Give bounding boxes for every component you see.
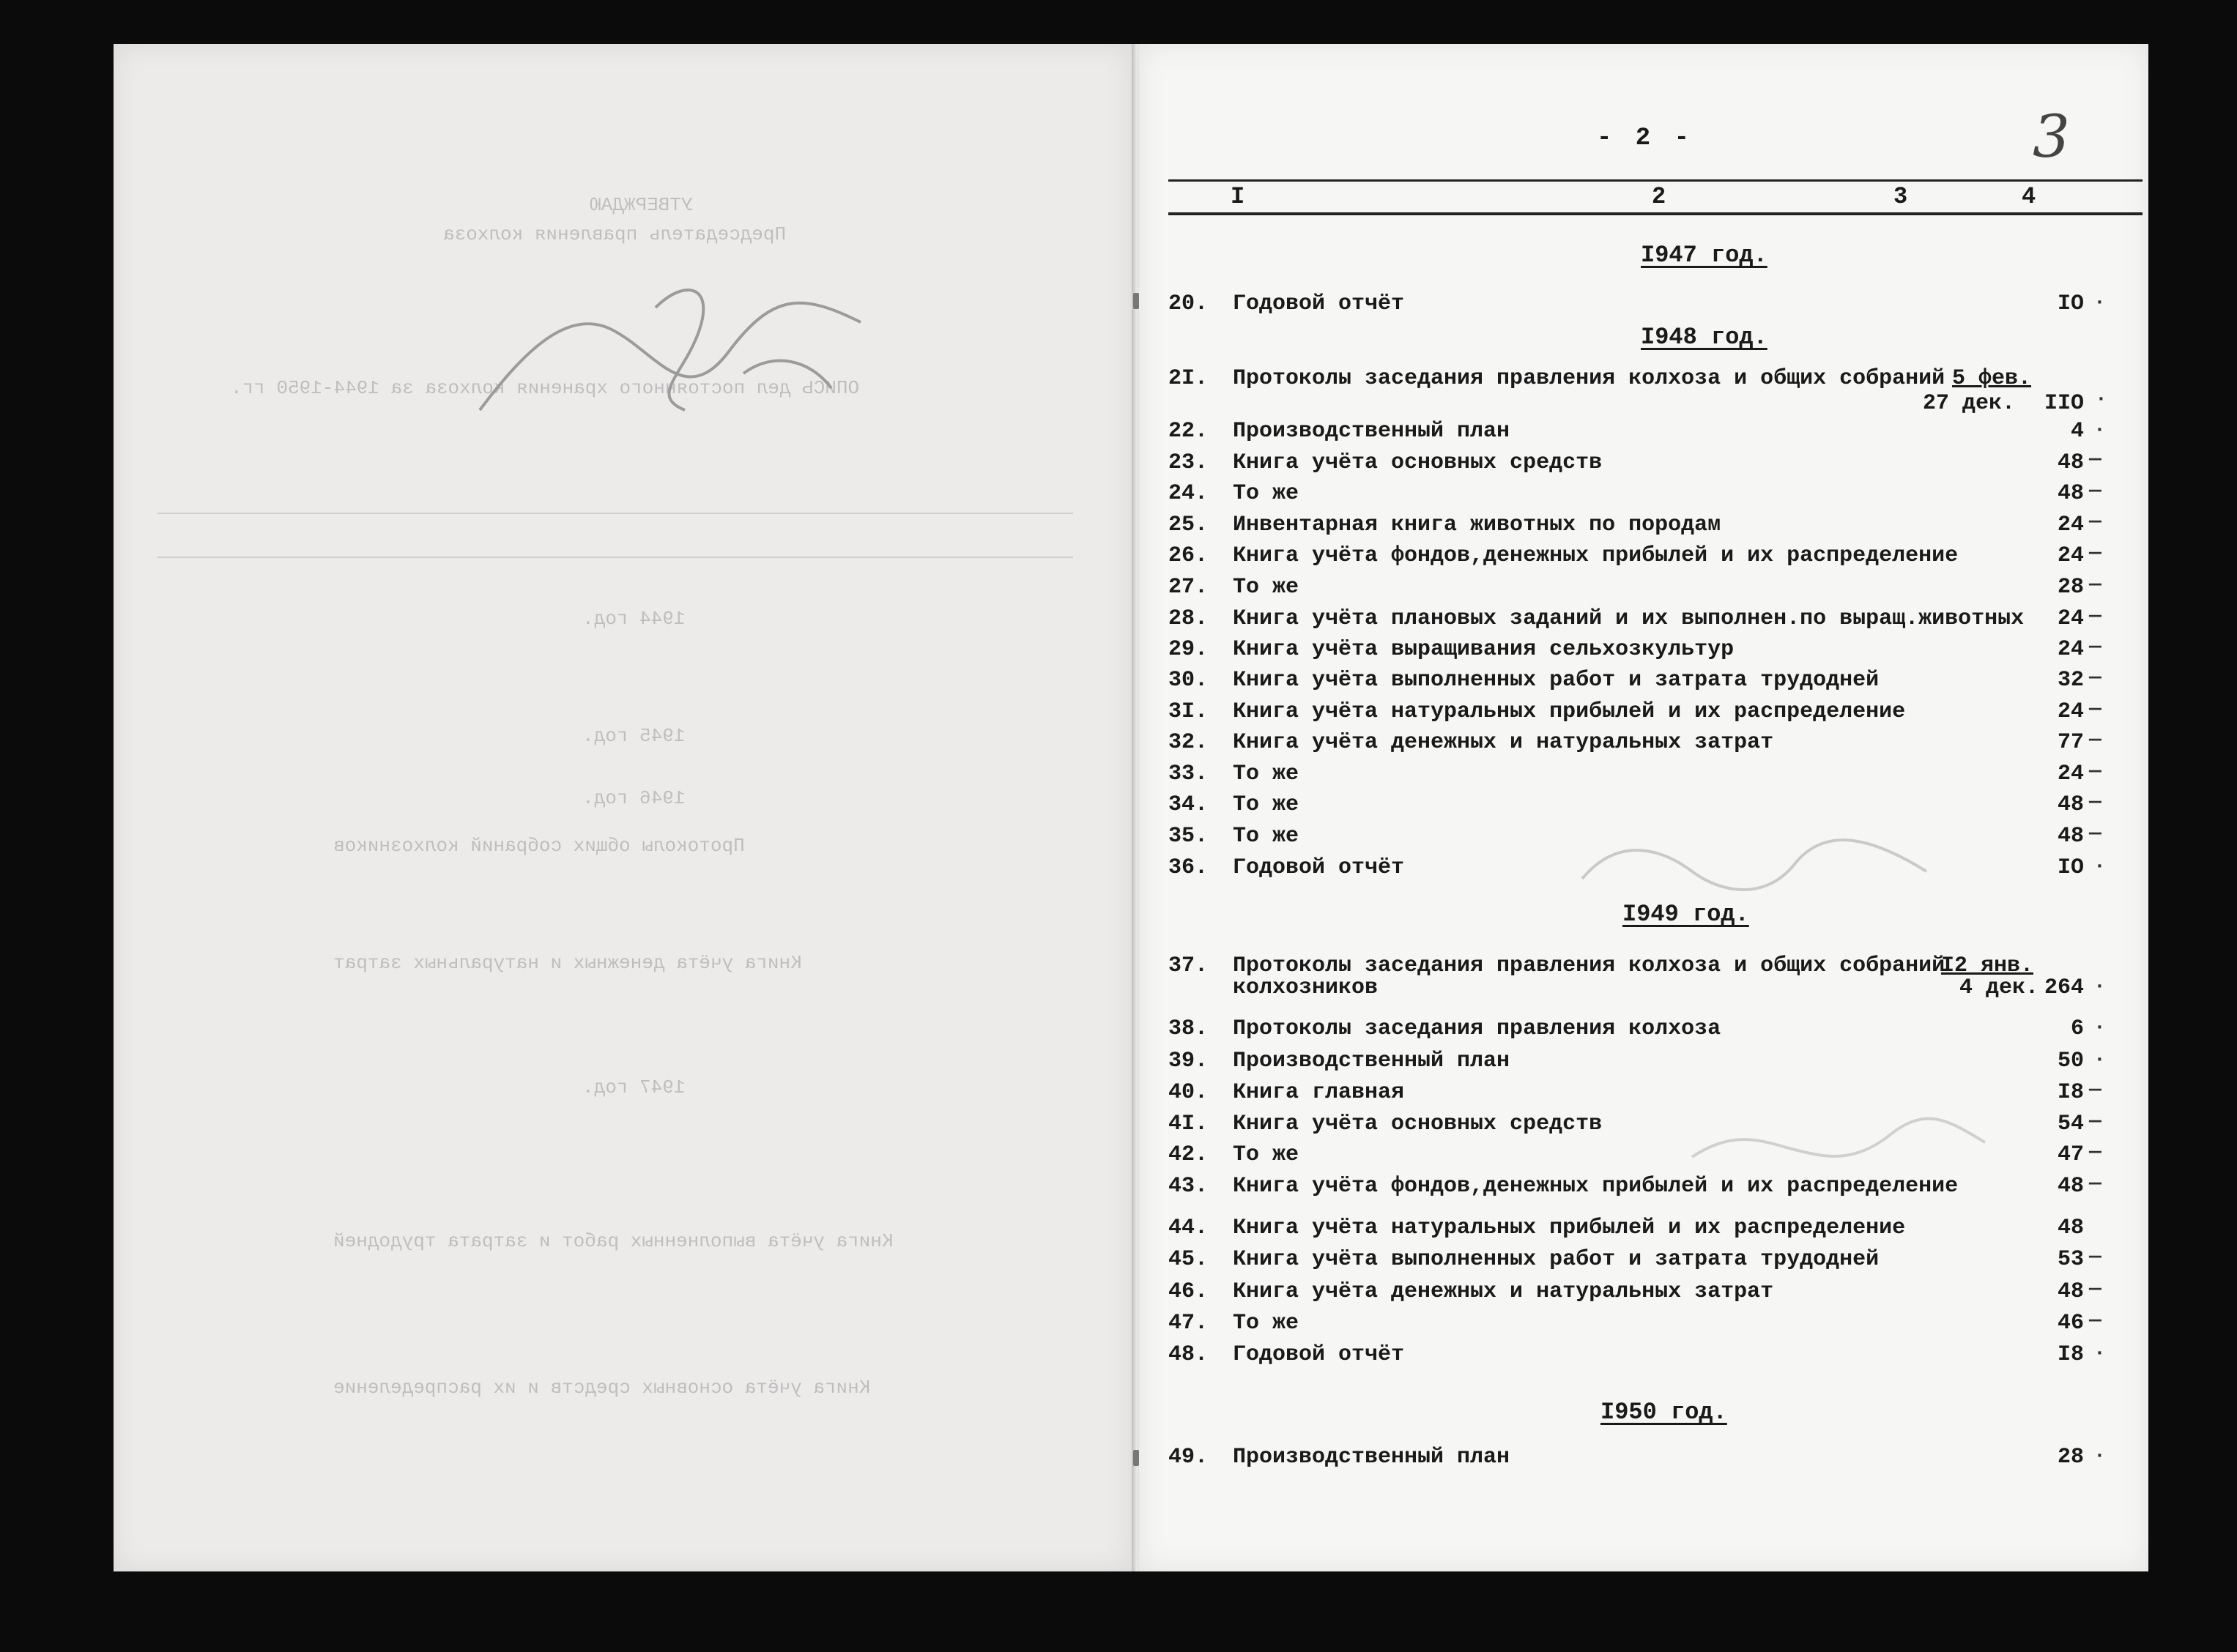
bleedthrough-text: Протоколы общих собраний колхозников	[333, 835, 745, 857]
bleedthrough-text: Председатель правления колхоза	[443, 223, 787, 245]
table-header-rule	[1168, 212, 2143, 215]
tick-mark-icon: —	[2089, 1309, 2101, 1332]
table-row: 37. Протоколы заседания правления колхоза и общих собраний колхозников I2 янв. 4 дек. 264	[1168, 953, 2084, 1000]
table-top-rule	[1168, 179, 2143, 182]
tick-mark-icon: —	[2089, 510, 2101, 533]
staple	[1133, 1450, 1139, 1466]
year-heading-1947: I947 год.	[1641, 242, 1767, 269]
tick-mark-icon: ·	[2093, 1445, 2106, 1467]
tick-mark-icon: ·	[2093, 1016, 2106, 1039]
handwritten-scribble-bleedthrough	[1685, 1106, 1992, 1179]
bleedthrough-text: 1944 год.	[582, 608, 686, 630]
sheet-number-handwritten: 3	[2033, 103, 2070, 171]
bleedthrough-text: Книга учёта основных средств и их распределение	[333, 1377, 871, 1399]
year-heading-1949: I949 год.	[1622, 901, 1749, 928]
bleedthrough-text: 1945 год.	[582, 725, 686, 747]
tick-mark-icon: ·	[2093, 419, 2106, 442]
date-end: 27 дек.	[1923, 391, 2016, 416]
bleedthrough-rule	[157, 513, 1073, 514]
bleedthrough-text: Книга учёта денежных и натуральных затрат	[333, 952, 802, 974]
tick-mark-icon: —	[2089, 729, 2101, 751]
tick-mark-icon: —	[2089, 1079, 2101, 1101]
tick-mark-icon: ·	[2093, 291, 2106, 314]
tick-mark-icon: —	[2089, 636, 2101, 658]
tick-mark-icon: ·	[2095, 388, 2107, 411]
bleedthrough-text: 1946 год.	[582, 787, 686, 809]
tick-mark-icon: —	[2089, 1110, 2101, 1133]
year-heading-1950: I950 год.	[1600, 1399, 1727, 1426]
table-row: 2I. Протоколы заседания правления колхоза и общих собраний 5 фев. 27 дек. IIO	[1168, 366, 2084, 416]
tick-mark-icon: —	[2089, 605, 2101, 628]
column-header-2: 2	[1652, 183, 1666, 210]
date-start: 5 фев.	[1952, 366, 2032, 391]
date-end: 4 дек.	[1959, 975, 2039, 1000]
tick-mark-icon: —	[2089, 822, 2101, 845]
tick-mark-icon: —	[2089, 480, 2101, 502]
column-header-4: 4	[2022, 183, 2036, 210]
bleedthrough-text: УТВЕРЖДАЮ	[590, 194, 693, 216]
tick-mark-icon: —	[2089, 666, 2101, 689]
tick-mark-icon: —	[2089, 1246, 2101, 1268]
tick-mark-icon: —	[2089, 760, 2101, 783]
column-header-1: I	[1231, 183, 1245, 210]
bleedthrough-text: Книга учёта выполненных работ и затрата трудодней	[333, 1230, 894, 1252]
date-start: I2 янв.	[1941, 953, 2034, 978]
tick-mark-icon: —	[2089, 542, 2101, 565]
handwritten-scribble-bleedthrough	[1575, 820, 1941, 908]
tick-mark-icon: —	[2089, 1141, 2101, 1164]
tick-mark-icon: —	[2089, 1278, 2101, 1301]
bleedthrough-text: ОПИСЬ дел постоянного хранения колхоза за 1944-1950 гг.	[231, 377, 860, 399]
tick-mark-icon: —	[2089, 791, 2101, 814]
tick-mark-icon: —	[2089, 573, 2101, 596]
tick-mark-icon: —	[2089, 448, 2101, 471]
tick-mark-icon: —	[2089, 1172, 2101, 1195]
column-header-3: 3	[1893, 183, 1908, 210]
tick-mark-icon: ·	[2093, 1342, 2106, 1365]
left-page-verso	[114, 44, 1132, 1571]
page-number: - 2 -	[1597, 124, 1694, 152]
staple	[1133, 293, 1139, 309]
year-heading-1948: I948 год.	[1641, 324, 1767, 351]
bleedthrough-rule	[157, 557, 1073, 558]
tick-mark-icon: ·	[2093, 975, 2106, 998]
title-continuation: колхозников	[1233, 975, 1379, 1000]
bleedthrough-text: 1947 год.	[582, 1076, 686, 1098]
handwritten-signature-bleedthrough	[465, 264, 875, 439]
tick-mark-icon: —	[2089, 698, 2101, 721]
tick-mark-icon: ·	[2093, 855, 2106, 878]
tick-mark-icon: ·	[2093, 1049, 2106, 1071]
